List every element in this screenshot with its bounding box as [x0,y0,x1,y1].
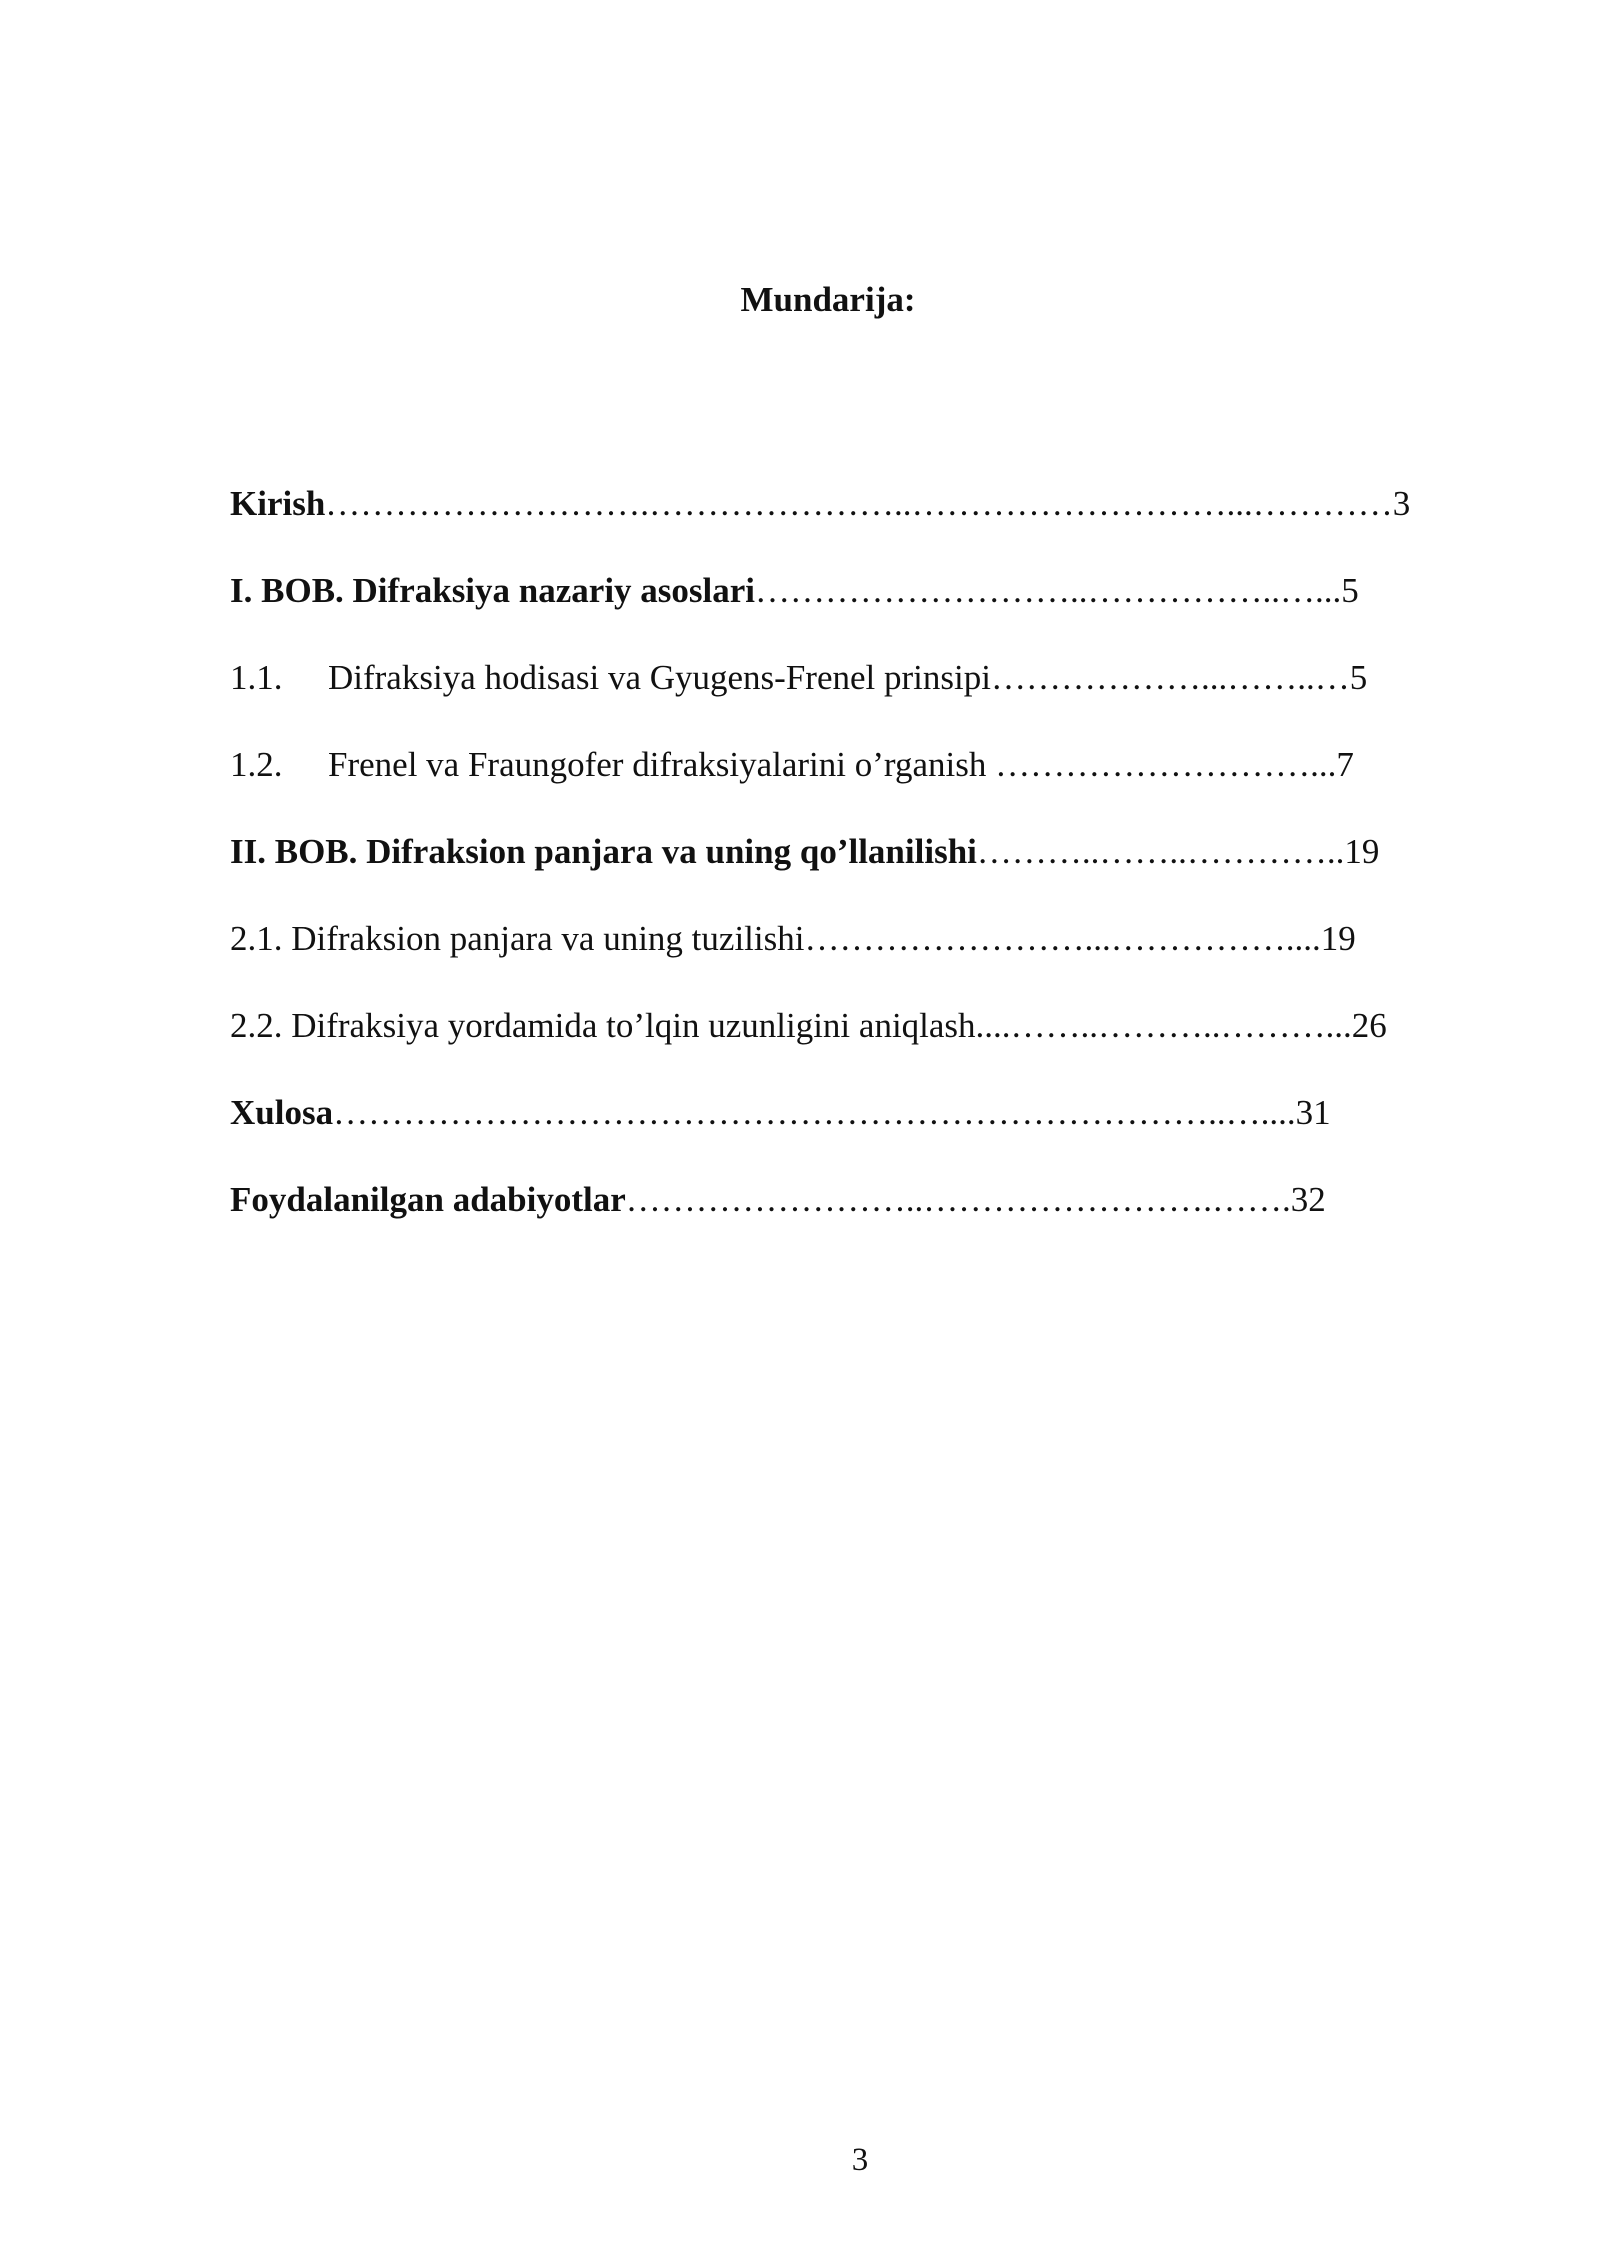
toc-entry-leader: ………………………..……………..…... [755,571,1342,610]
toc-title: Mundarija: [740,280,916,319]
toc-entry[interactable] [230,654,1470,741]
toc-entry[interactable] [230,915,1470,1002]
toc-entry[interactable] [230,1089,1470,1176]
table-of-contents [230,480,1470,1263]
toc-entry-title: I. BOB. Difraksiya nazariy asoslari [230,571,756,610]
toc-entry-leader: ……………………….…………………..………………………...………… [325,484,1393,523]
toc-entry-page: 31 [1295,1093,1331,1132]
toc-entry-title: Foydalanilgan adabiyotlar [230,1180,626,1219]
toc-entry-title: Frenel va Fraungofer difraksiyalarini o’rganish [328,745,987,784]
toc-entry-number: 1.2. [230,745,283,784]
toc-entry-page: 3 [1392,484,1411,523]
toc-entry-leader: ……………………...…………….... [804,919,1321,958]
toc-entry-title: Xulosa [230,1093,334,1132]
toc-entry-number: 1.1. [230,658,283,697]
toc-entry-page: 32 [1290,1180,1326,1219]
toc-entry-page: 5 [1349,658,1368,697]
toc-entry-page: 26 [1351,1006,1387,1045]
toc-entry-title: Difraksiya hodisasi va Gyugens-Frenel prinsipi [328,658,991,697]
toc-entry[interactable] [230,828,1470,915]
toc-entry-page: 19 [1344,832,1380,871]
toc-entry-page: 19 [1320,919,1356,958]
toc-entry-leader: ....……..………..………... [975,1006,1352,1045]
toc-entry-leader: ………………………... [986,745,1337,784]
toc-entry-page: 5 [1341,571,1359,610]
toc-entry[interactable] [230,480,1470,567]
toc-entry-title: II. BOB. Difraksion panjara va uning qo’llanilishi [230,832,977,871]
toc-entry[interactable] [230,1176,1470,1263]
toc-entry-leader: …………………………………………………………………..….... [333,1093,1296,1132]
toc-entry-leader: ……………………..…………………….……. [625,1180,1291,1219]
toc-entry[interactable] [230,567,1470,654]
toc-entry[interactable] [230,1002,1470,1089]
toc-entry-page: 7 [1336,745,1354,784]
toc-entry-title: 2.2. Difraksiya yordamida to’lqin uzunligini aniqlash [230,1006,976,1045]
page-number: 3 [851,2142,869,2178]
toc-entry-leader: ………………...……..… [990,658,1350,697]
toc-entry-leader: ………..……..………….. [976,832,1345,871]
toc-entry[interactable] [230,741,1470,828]
toc-entry-title: Kirish [230,484,326,523]
toc-entry-title: 2.1. Difraksion panjara va uning tuzilishi [230,919,805,958]
